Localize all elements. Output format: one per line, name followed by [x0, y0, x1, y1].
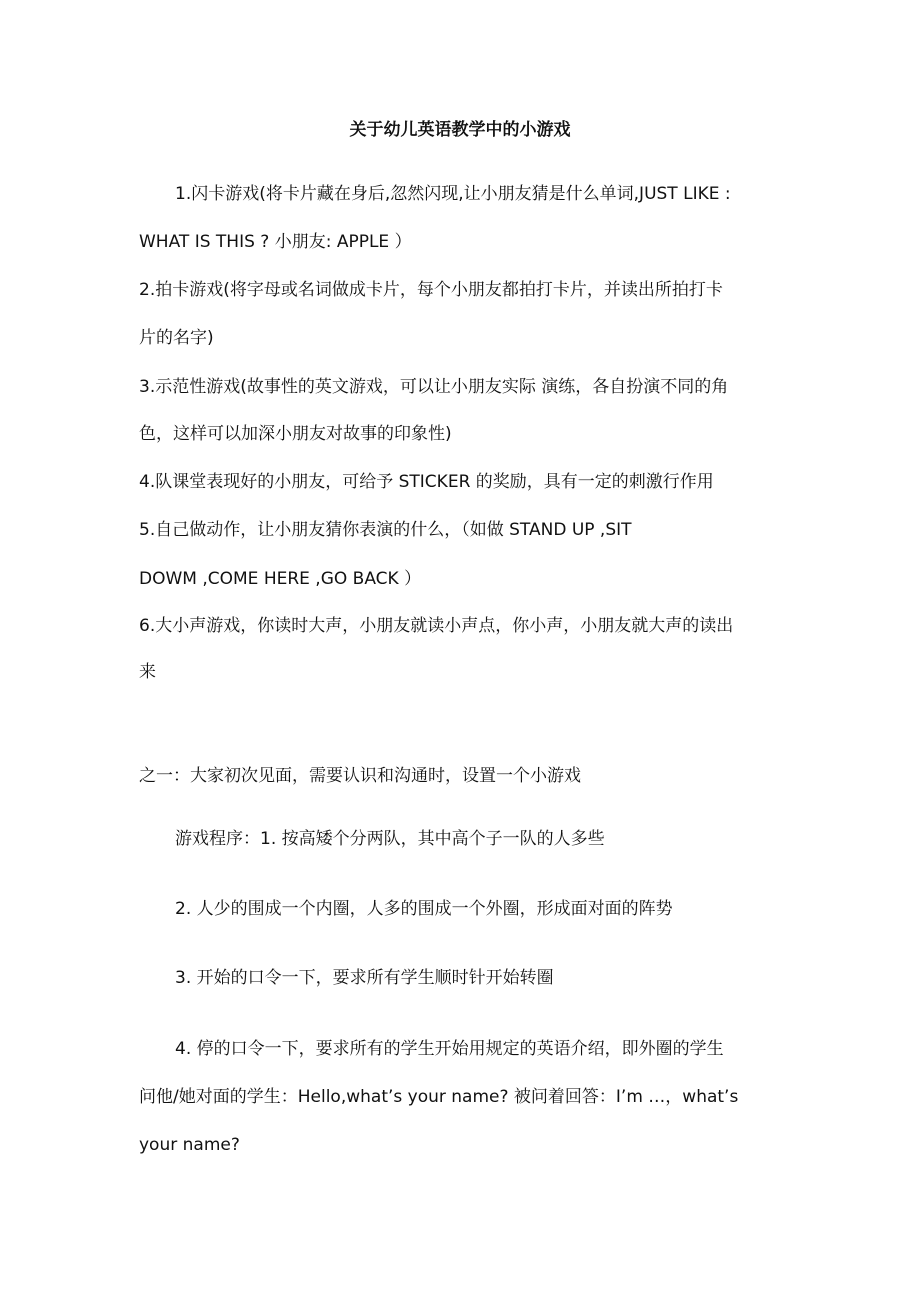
list-item-4-line-1: 4.队课堂表现好的小朋友，可给予 STICKER 的奖励，具有一定的刺激行作用: [139, 472, 714, 492]
list-item-2-line-1: 2.拍卡游戏(将字母或名词做成卡片，每个小朋友都拍打卡片，并读出所拍打卡: [139, 280, 723, 300]
list-item-2-line-2: 片的名字): [139, 328, 214, 348]
section-one-step-4-line-3: your name?: [139, 1135, 240, 1155]
section-one-step-3: 3. 开始的口令一下，要求所有学生顺时针开始转圈: [175, 968, 554, 988]
list-item-5-line-1: 5.自己做动作，让小朋友猜你表演的什么，（如做 STAND UP ,SIT: [139, 520, 632, 540]
section-one-step-4-line-2: 问他/她对面的学生：Hello,what’s your name? 被问着回答：I’m …，what’s: [139, 1087, 739, 1107]
list-item-6-line-1: 6.大小声游戏，你读时大声，小朋友就读小声点，你小声，小朋友就大声的读出: [139, 616, 734, 636]
document-title: 关于幼儿英语教学中的小游戏: [349, 120, 571, 140]
list-item-1-line-1: 1.闪卡游戏(将卡片藏在身后,忽然闪现,让小朋友猜是什么单词,JUST LIKE :: [175, 184, 731, 204]
section-one-step-4-line-1: 4. 停的口令一下，要求所有的学生开始用规定的英语介绍，即外圈的学生: [175, 1039, 724, 1059]
list-item-6-line-2: 来: [139, 662, 156, 682]
list-item-3-line-2: 色，这样可以加深小朋友对故事的印象性): [139, 424, 452, 444]
section-one-step-1: 游戏程序：1. 按高矮个分两队，其中高个子一队的人多些: [175, 829, 605, 849]
list-item-3-line-1: 3.示范性游戏(故事性的英文游戏，可以让小朋友实际 演练，各自扮演不同的角: [139, 377, 729, 397]
section-one-heading: 之一：大家初次见面，需要认识和沟通时，设置一个小游戏: [139, 766, 581, 786]
list-item-1-line-2: WHAT IS THIS ? 小朋友: APPLE ）: [139, 232, 412, 252]
list-item-5-line-2: DOWM ,COME HERE ,GO BACK ）: [139, 569, 422, 589]
section-one-step-2: 2. 人少的围成一个内圈，人多的围成一个外圈，形成面对面的阵势: [175, 899, 673, 919]
